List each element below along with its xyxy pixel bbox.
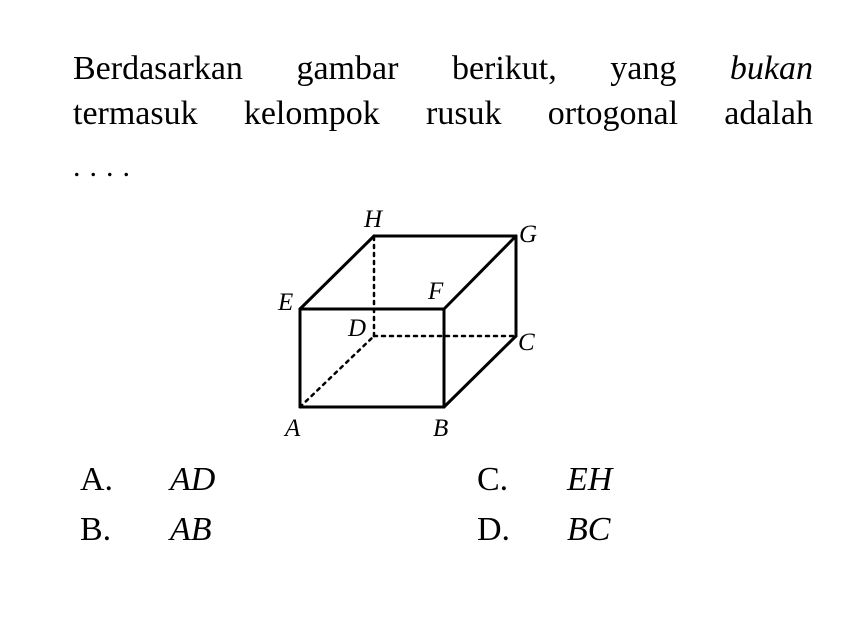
vertex-label-h: H [364,206,383,233]
vertex-label-f: F [428,278,444,305]
question-ellipsis: .... [73,150,139,183]
question-word: rusuk [426,95,502,132]
option-value: BC [567,511,611,548]
question-word-emphasis: bukan [729,50,813,87]
edge-cb [444,336,516,407]
edge-ad-hidden [300,336,374,407]
question-word: kelompok [243,95,380,132]
option-b[interactable] [80,510,212,550]
option-c[interactable] [477,460,612,500]
option-letter: D. [477,511,511,548]
vertex-label-a: A [285,415,301,442]
vertex-label-e: E [278,289,294,316]
edge-eh [300,236,374,309]
edge-gf [444,236,516,309]
question-word: adalah [724,95,813,132]
vertex-label-d: D [348,315,367,342]
option-value: EH [567,461,613,498]
option-letter: A. [80,461,114,498]
option-a[interactable] [80,460,215,500]
question-word: yang [610,50,677,87]
question-word: berikut, [451,50,557,87]
option-value: AB [170,511,212,548]
option-d[interactable] [477,510,610,550]
question-word: Berdasarkan [73,50,243,87]
option-letter: C. [477,461,509,498]
option-value: AD [170,461,216,498]
vertex-label-b: B [433,415,449,442]
question-word: gambar [296,50,399,87]
vertex-label-g: G [519,221,538,248]
vertex-label-c: C [518,329,535,356]
question-word: ortogonal [547,95,679,132]
question-word: termasuk [73,95,198,132]
option-letter: B. [80,511,112,548]
